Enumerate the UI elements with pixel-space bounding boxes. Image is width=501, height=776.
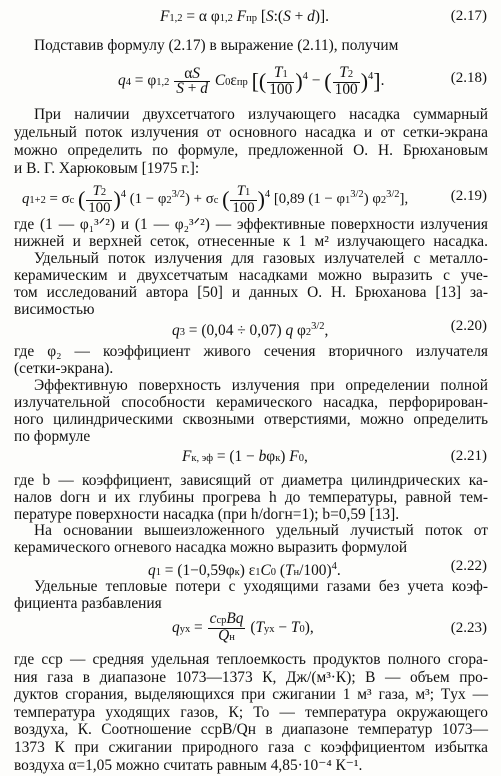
equation-number: (2.20) — [450, 318, 487, 334]
text-line: керамическим и двухсетчатым насадками можно выразить с уче- — [14, 267, 488, 284]
text-line: и В. Г. Харюковым [1975 г.]: — [14, 160, 200, 177]
text-line: где cср — средняя удельная теплоемкость продуктов полного сгора- — [14, 651, 488, 668]
text-line: Удельный поток излучения для газовых излучателей с металло- — [34, 250, 488, 267]
equation-2-18: q4 = φ1,2 $\frac{\alpha S}{S + d}$ C0εпр [( $\frac{T1}{100}$ )$^4$ − ( $\frac{T2}{100}$ )$^4$]. — [118, 64, 385, 99]
text-line: ния газа в диапазоне 1073—1373 К, Дж/(м³·К); B — объем про- — [14, 668, 488, 686]
text-line: температура уходящих газов, К; To — температура окружающего — [14, 703, 488, 721]
text-line: удельный поток излучения от основного насадка и от сетки-экрана — [14, 124, 488, 141]
text-line: по формуле — [14, 428, 91, 445]
equation-number: (2.21) — [450, 448, 487, 464]
equation-number: (2.18) — [450, 70, 487, 86]
text-line: пературе поверхности насадка (при h/dогн=1); b=0,59 [13]. — [14, 506, 400, 523]
text-line: можно определить по формуле, предложенной О. Н. Брюхановым — [14, 142, 488, 159]
text-line: керамического огневого насадка можно выразить формулой — [14, 539, 408, 556]
text-line: нижней и верхней сеток, отнесенные к 1 м² излучающего насадка. — [14, 233, 488, 250]
equation-2-19: q1+2 = σc ( $\frac{T2}{100}$ )$^4$ $(1 - \varphi 2^{3/2}) + \sigma c$ ( $\frac{T1}{100}$ )$^4$ [0,89 $(1 - \varphi 1^{3/2})$ $\varphi 2^{3/2}$], — [22, 183, 409, 217]
equation-2-20: q3 = (0,04 ÷ 0,07) q $\varphi 2^{3/2}$, — [172, 321, 329, 340]
text-line: Удельные тепловые потери с уходящими газами без учета коэф- — [34, 578, 488, 595]
text-line: На основании вышеизложенного удельный лучистый поток от — [34, 522, 488, 539]
equation-2-23: qух = $\frac{\text{cсрBq}}{Qн}$ (Tух − T0), — [172, 610, 314, 644]
text-line: При наличии двухсетчатого излучающего насадка суммарный — [34, 106, 488, 123]
equation-number: (2.17) — [450, 8, 487, 24]
equation-2-21: Fк, эф = (1 − bφк) F0, — [182, 448, 308, 465]
text-line: воздуха α=1,05 можно считать равным 4,85·10⁻⁴ К⁻¹. — [14, 756, 363, 774]
equation-number: (2.22) — [450, 558, 487, 574]
text-line: где φ₂ — коэффициент живого сечения вторичного излучателя — [14, 343, 488, 360]
text-line: излучательной способности керамического насадка, перфорирован- — [14, 394, 488, 411]
text-line: налов dогн и их глубины прогрева h до температуры, равной тем- — [14, 489, 488, 506]
text-line: фициента разбавления — [14, 595, 162, 612]
text-line: (сетки-экрана). — [14, 360, 114, 377]
text-line: где b — коэффициент, зависящий от диаметра цилиндрических ка- — [14, 472, 488, 489]
text-line: том исследований автора [50] и данных О. Н. Брюханова [13] за- — [14, 284, 488, 301]
text-line: висимостью — [14, 301, 95, 318]
equation-2-22: q1 = (1−0,59φк) ε1C0 $(Tн/100)^4$. — [148, 561, 341, 580]
text-line: Эффективную поверхность излучения при определении полной — [34, 377, 488, 394]
equation-number: (2.19) — [450, 188, 487, 204]
equation-2-17: F1,2 = α φ1,2 Fпр [S:(S + d)]. — [160, 8, 329, 25]
text-line: ного цилиндрическими сквозными отверстиями, можно определить — [14, 411, 488, 428]
text-line: где (1 — φ₁³ᐟ²) и (1 — φ₂³ᐟ²) — эффективные поверхности излучения — [14, 216, 488, 233]
text-line: 1373 К при сжигании природного газа с коэффициентом избытка — [14, 739, 488, 756]
equation-number: (2.23) — [450, 620, 487, 636]
text-line: Подставив формулу (2.17) в выражение (2.11), получим — [34, 37, 399, 54]
text-line: дуктов сгорания, выделяющихся при сжигании 1 м³ газа, м³; Tух — — [14, 686, 488, 704]
text-line: воздуха, К. Соотношение cсрB/Qн в диапазоне температур 1073— — [14, 721, 488, 739]
